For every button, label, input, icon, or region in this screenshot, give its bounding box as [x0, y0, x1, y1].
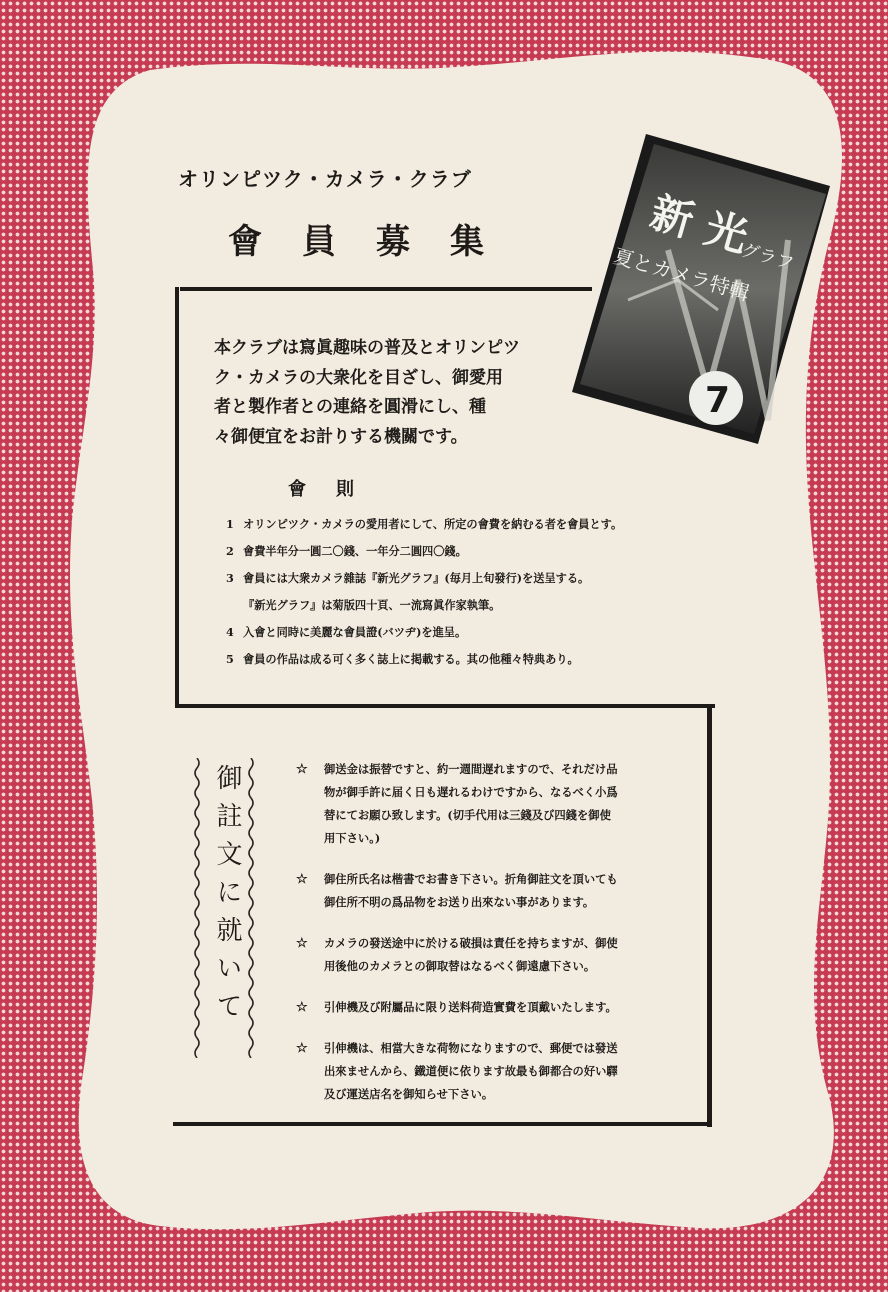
rule-item: [226, 538, 686, 565]
note-line: 引伸機は、相當大きな荷物になりますので、郵便では發送: [324, 1041, 618, 1055]
magazine-title: 新 光: [645, 187, 754, 262]
rule-item: [226, 619, 686, 646]
note-line: 用後他のカメラとの御取替はなるべく御遠慮下さい。: [324, 959, 596, 973]
rule-number: 4: [226, 625, 234, 639]
note-line: 物が御手許に届く日も遅れるわけですから、なるべく小爲: [324, 785, 618, 799]
rules-box-top-rule: [180, 287, 592, 291]
rule-text: 會員の作品は成る可く多く誌上に掲載する。其の他種々特典あり。: [243, 652, 579, 666]
magazine-feature: 夏とカメラ特輯: [610, 243, 752, 306]
order-note: [296, 1037, 656, 1106]
rule-text: 『新光グラフ』は菊版四十頁、一流寫眞作家執筆。: [243, 598, 501, 612]
star-icon: ☆: [296, 936, 308, 951]
rule-text: 會費半年分一圓二〇錢、一年分二圓四〇錢。: [243, 544, 467, 558]
order-note: [296, 996, 656, 1019]
intro-paragraph: [214, 334, 534, 452]
note-line: 御住所氏名は楷書でお書き下さい。折角御註文を頂いても: [324, 872, 618, 886]
magazine-issue-number: 7: [705, 380, 731, 421]
order-note: [296, 868, 656, 914]
note-line: 御送金は振替ですと、約一週間遅れますので、それだけ品: [324, 762, 618, 776]
order-note: [296, 932, 656, 978]
rule-number: 1: [226, 517, 234, 531]
wavy-border-right: [247, 758, 255, 1058]
note-line: 用下さい。): [324, 831, 381, 845]
star-icon: ☆: [296, 1041, 308, 1056]
rules-title: 會則: [288, 479, 384, 500]
order-note: [296, 758, 656, 850]
magazine-subtitle: グラフ: [738, 239, 797, 275]
note-line: 出來ませんから、鐵道便に依ります故最も御都合の好い驛: [324, 1064, 618, 1078]
star-icon: ☆: [296, 872, 308, 887]
star-icon: ☆: [296, 762, 308, 777]
rules-list: [226, 511, 686, 673]
intro-line: 々御便宜をお計りする機關です。: [214, 426, 468, 447]
recruit-title: 會員募集: [228, 222, 524, 262]
rule-text: 會員には大衆カメラ雜誌『新光グラフ』(毎月上旬發行)を送呈する。: [243, 571, 590, 585]
note-line: 及び運送店名を御知らせ下さい。: [324, 1087, 494, 1101]
magazine-cover-image: [568, 130, 838, 450]
rules-box-bottom-rule: [175, 704, 715, 708]
wavy-border-left: [193, 758, 201, 1058]
order-notes: [296, 758, 656, 1124]
order-title-block: [203, 758, 251, 1068]
rule-text: オリンピツク・カメラの愛用者にして、所定の會費を納むる者を會員とす。: [243, 517, 623, 531]
rule-text: 入會と同時に美麗な會員證(バツヂ)を進呈。: [243, 625, 467, 639]
intro-line: 者と製作者との連絡を圓滑にし、種: [214, 397, 486, 417]
rule-number: 2: [226, 544, 234, 558]
rule-item: [226, 646, 686, 673]
note-line: 引伸機及び附屬品に限り送料荷造實費を頂戴いたします。: [324, 1000, 617, 1014]
rule-number: 3: [226, 571, 234, 585]
rule-item: [226, 592, 686, 619]
order-box-right-rule: [707, 706, 712, 1127]
note-line: カメラの發送途中に於ける破損は責任を持ちますが、御使: [324, 936, 618, 950]
star-icon: ☆: [296, 1000, 308, 1015]
note-line: 御住所不明の爲品物をお送り出來ない事があります。: [324, 895, 595, 909]
rule-item: [226, 565, 686, 592]
club-name: オリンピツク・カメラ・クラブ: [178, 167, 472, 191]
order-title: 御註文に就いて: [212, 764, 242, 1030]
rule-item: [226, 511, 686, 538]
rule-number: 5: [226, 652, 234, 666]
intro-line: ク・カメラの大衆化を目ざし、御愛用: [214, 367, 503, 388]
intro-line: 本クラブは寫眞趣味の普及とオリンピツ: [214, 338, 520, 358]
note-line: 替にてお願ひ致します。(切手代用は三錢及び四錢を御使: [324, 808, 611, 822]
rules-box-left-rule: [175, 287, 179, 707]
